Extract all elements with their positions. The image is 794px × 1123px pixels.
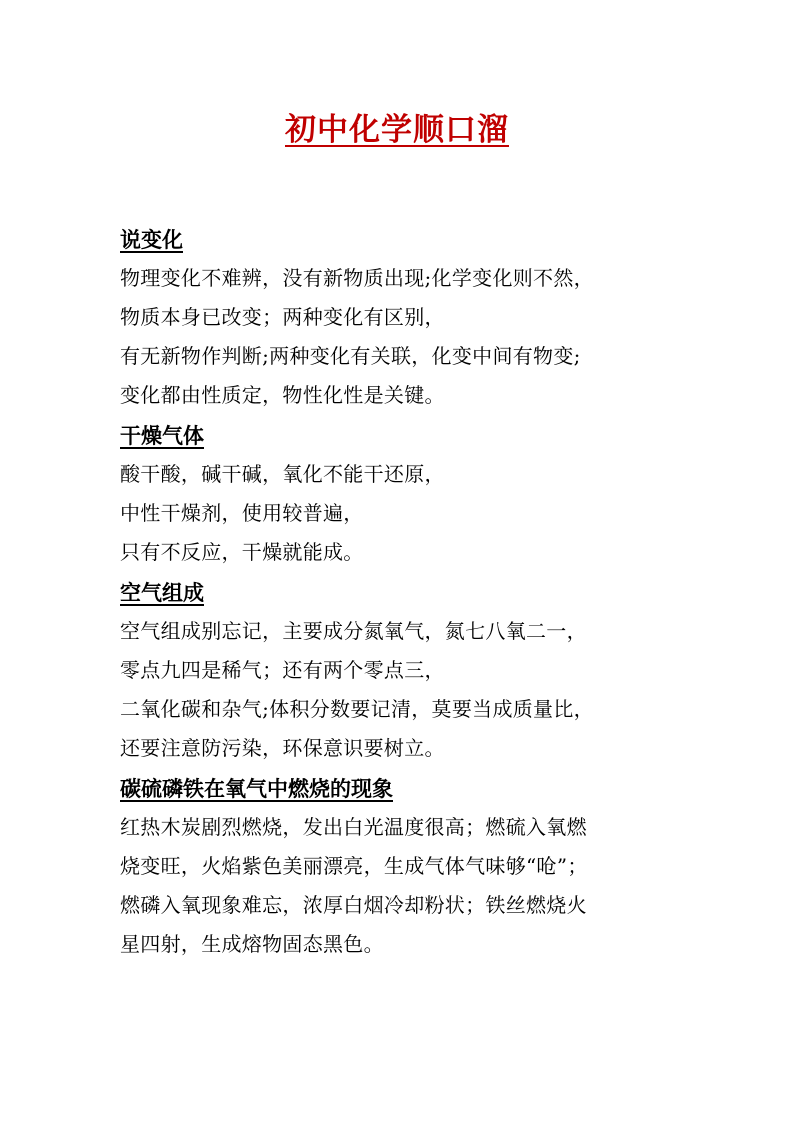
section-heading: 干燥气体 <box>120 424 204 448</box>
section-heading: 空气组成 <box>120 581 204 605</box>
text-line: 零点九四是稀气；还有两个零点三， <box>120 658 445 682</box>
text-line: 物质本身已改变；两种变化有区别， <box>120 305 445 329</box>
text-line: 还要注意防污染，环保意识要树立。 <box>120 736 445 760</box>
text-line: 有无新物作判断;两种变化有关联，化变中间有物变; <box>120 344 581 368</box>
text-line: 烧变旺，火焰紫色美丽漂亮，生成气体气味够“呛”； <box>120 854 588 878</box>
text-line: 变化都由性质定，物性化性是关键。 <box>120 383 445 407</box>
text-line: 中性干燥剂，使用较普遍， <box>120 501 364 525</box>
section-ganzao-qiti <box>120 418 690 572</box>
text-line: 酸干酸，碱干碱，氧化不能干还原， <box>120 462 445 486</box>
section-kongqi-zucheng <box>120 575 690 768</box>
text-line: 燃磷入氧现象难忘，浓厚白烟冷却粉状；铁丝燃烧火 <box>120 893 587 917</box>
text-line: 空气组成别忘记，主要成分氮氧气，氮七八氧二一， <box>120 619 587 643</box>
section-heading: 碳硫磷铁在氧气中燃烧的现象 <box>120 777 393 801</box>
section-heading: 说变化 <box>120 228 183 252</box>
text-line: 只有不反应，干燥就能成。 <box>120 540 364 564</box>
text-line: 物理变化不难辨，没有新物质出现;化学变化则不然， <box>120 266 594 290</box>
document-body <box>120 222 690 964</box>
section-ranshao-xianxiang <box>120 771 690 964</box>
section-bianhua <box>120 222 690 415</box>
text-line: 二氧化碳和杂气;体积分数要记清，莫要当成质量比， <box>120 697 594 721</box>
text-line: 星四射，生成熔物固态黑色。 <box>120 932 384 956</box>
document-title: 初中化学顺口溜 <box>285 112 509 148</box>
text-line: 红热木炭剧烈燃烧，发出白光温度很高；燃硫入氧燃 <box>120 815 587 839</box>
